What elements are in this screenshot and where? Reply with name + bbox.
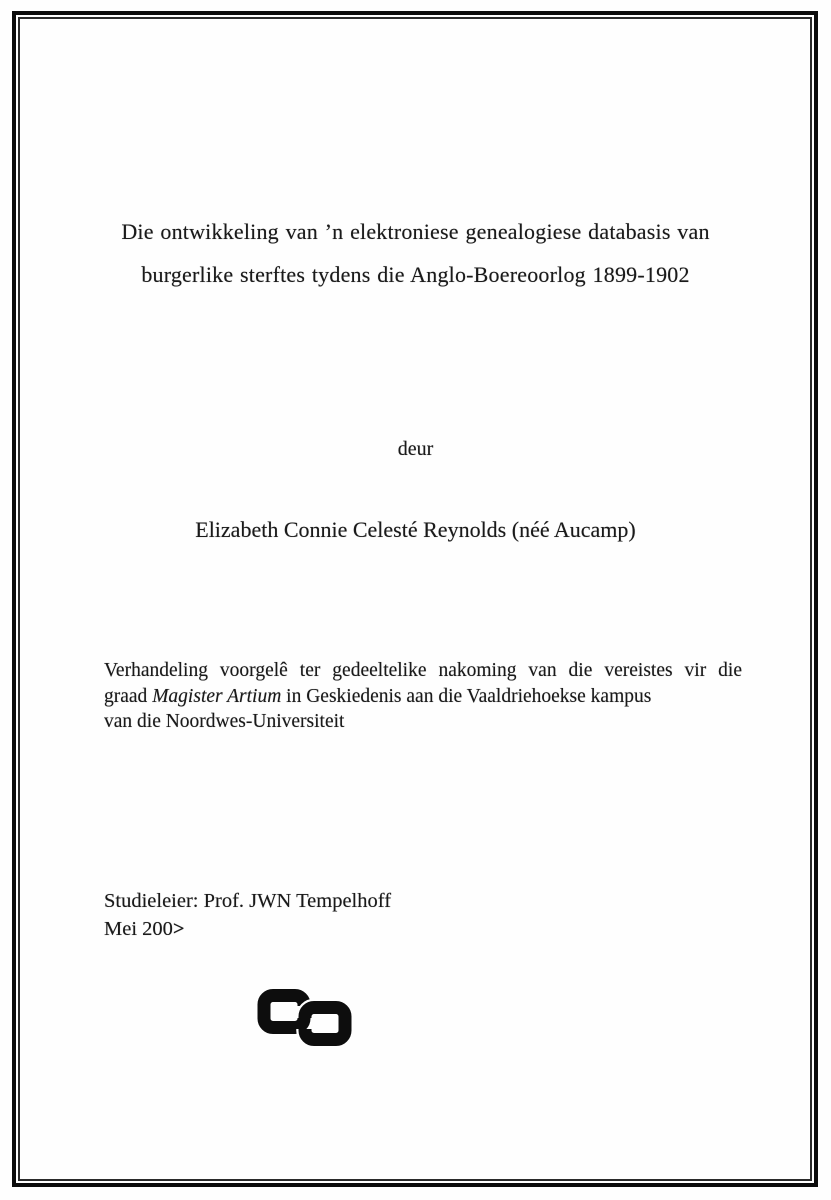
thesis-title-line1: Die ontwikkeling van ’n elektroniese genealogiese databasis van: [121, 219, 710, 244]
supervisor-block: [104, 887, 391, 943]
author-name: Elizabeth Connie Celesté Reynolds (néé Aucamp): [195, 517, 636, 542]
supervisor-line: Studieleier: Prof. JWN Tempelhoff: [104, 890, 392, 912]
thesis-title-line2: burgerlike sterftes tydens die Anglo-Boereoorlog 1899-1902: [141, 262, 690, 287]
byline-label: deur: [397, 438, 434, 460]
degree-statement-line1: Verhandeling voorgelê ter gedeeltelike nakoming van die vereistes vir die: [104, 660, 742, 681]
degree-name-italic: Magister Artium: [152, 685, 282, 707]
degree-statement-line2-rest: in Geskiedenis aan die Vaaldriehoekse kampus: [281, 685, 652, 707]
nwu-chain-links-icon: [257, 984, 352, 1047]
degree-statement-line2: [104, 684, 742, 710]
degree-statement-line3: van die Noordwes-Universiteit: [104, 711, 345, 732]
date-scanned-seven-glyph: >: [172, 918, 184, 940]
degree-statement: [104, 658, 742, 735]
degree-statement-line2-pre: graad: [104, 685, 153, 707]
thesis-title: [0, 210, 831, 296]
page-border-inner: [18, 17, 812, 1181]
page-border-outer: [12, 11, 818, 1187]
date-prefix: Mei 200: [104, 918, 173, 940]
date-line: [104, 915, 391, 943]
